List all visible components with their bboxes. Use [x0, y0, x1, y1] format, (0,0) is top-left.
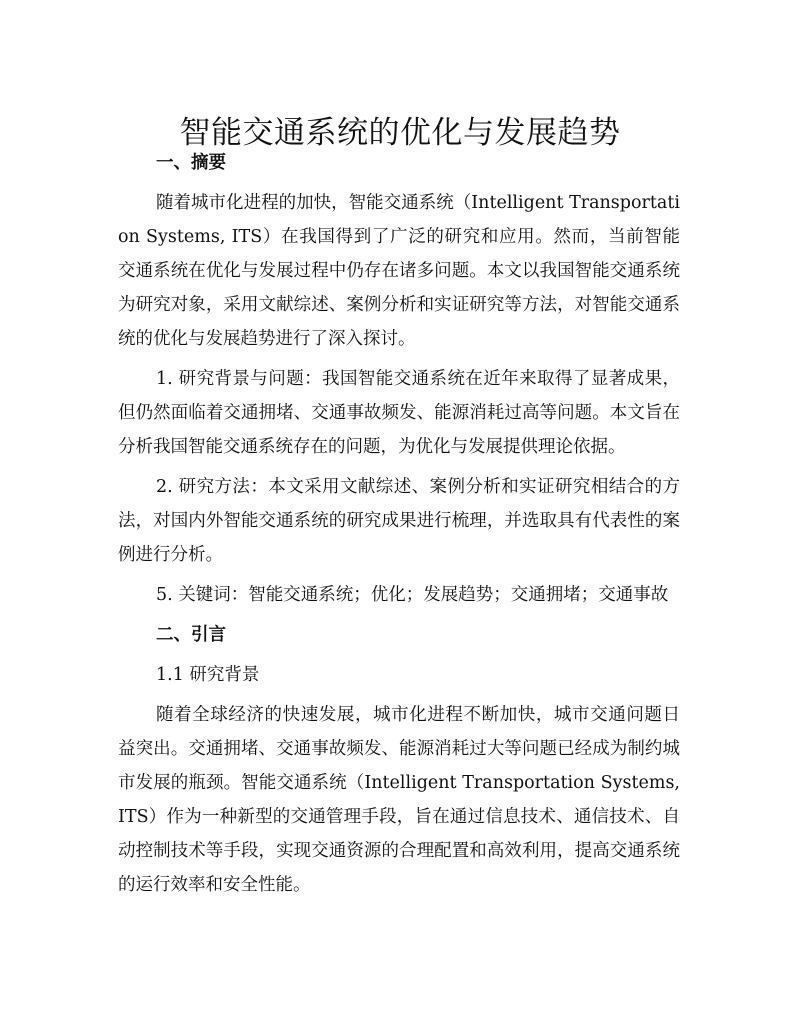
document-body [118, 146, 680, 902]
keywords-paragraph: 5. 关键词：智能交通系统；优化；发展趋势；交通拥堵；交通事故 [156, 585, 669, 605]
abstract-paragraph: 随着城市化进程的加快，智能交通系统（Intelligent Transportation Systems, ITS）在我国得到了广泛的研究和应用。然而，当前智能交通系统在优化与发展过程中仍存在诸多问题。本文以我国智能交通系统为研究对象，采用文献综述、案例分析和实证研究等方法，对智能交通系统的优化与发展趋势进行了深入探讨。 [118, 193, 680, 349]
subsection-heading-research-background: 1.1 研究背景 [156, 665, 260, 685]
research-background-problem-paragraph: 1. 研究背景与问题：我国智能交通系统在近年来取得了显著成果，但仍然面临着交通拥堵、交通事故频发、能源消耗过高等问题。本文旨在分析我国智能交通系统存在的问题，为优化与发展提供理论依据。 [118, 369, 680, 457]
section-heading-abstract: 一、摘要 [156, 153, 226, 173]
document-title: 智能交通系统的优化与发展趋势 [179, 114, 621, 151]
section-heading-introduction: 二、引言 [156, 625, 226, 645]
research-methods-paragraph: 2. 研究方法：本文采用文献综述、案例分析和实证研究相结合的方法，对国内外智能交通系统的研究成果进行梳理，并选取具有代表性的案例进行分析。 [118, 477, 680, 565]
introduction-paragraph: 随着全球经济的快速发展，城市化进程不断加快，城市交通问题日益突出。交通拥堵、交通事故频发、能源消耗过大等问题已经成为制约城市发展的瓶颈。智能交通系统（Intelligent Transportation Systems, ITS）作为一种新型的交通管理手段，旨在通过信息技术、通信技术、自动控制技术等手段，实现交通资源的合理配置和高效利用，提高交通系统的运行效率和安全性能。 [118, 705, 680, 895]
